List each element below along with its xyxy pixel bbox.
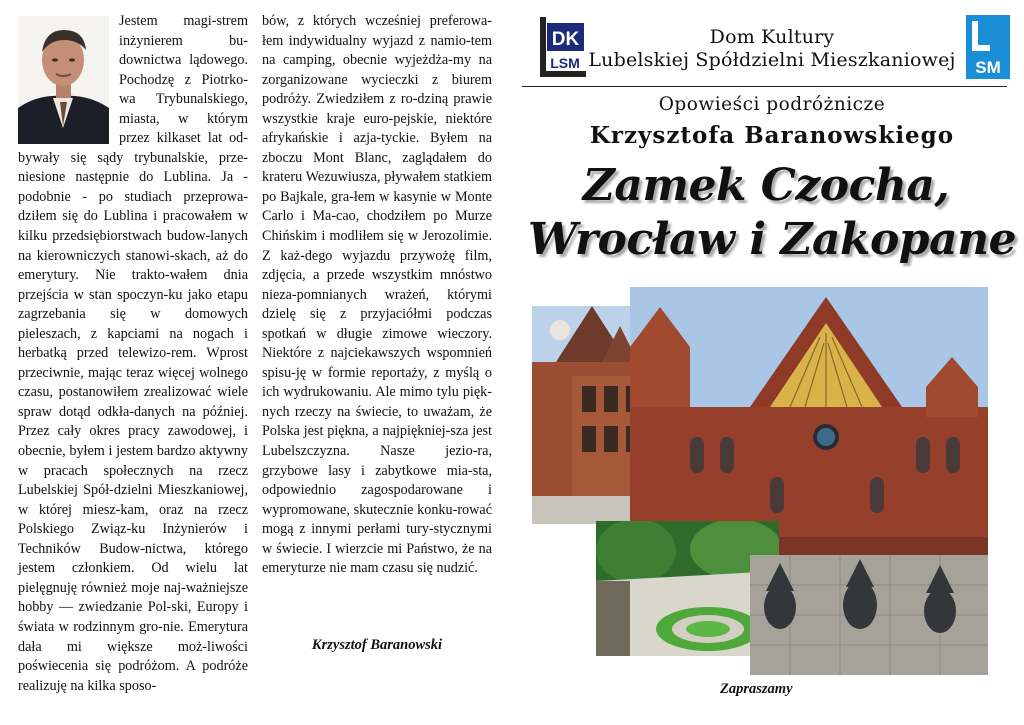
- photo-town-hall-gable: [630, 287, 988, 555]
- author-portrait: [18, 16, 109, 144]
- poster-title-line1: Zamek Czocha,: [582, 160, 950, 211]
- photo-wroclaw-dwarfs: [750, 555, 988, 675]
- lsm-logo: [966, 15, 1010, 79]
- header-divider: [522, 86, 1007, 87]
- poster-author: Krzysztofa Baranowskiego: [589, 122, 955, 149]
- text-column-1: [18, 12, 248, 696]
- organization-name-line2: Lubelskiej Spółdzielni Mieszkaniowej: [588, 49, 956, 71]
- poster-panel: [520, 0, 1024, 725]
- text-column-2: [262, 12, 492, 579]
- dk-lsm-logo: [534, 15, 586, 79]
- invitation-footer: Zapraszamy: [720, 681, 793, 697]
- biography-text-continued: bów, z których wcześniej preferowa-łem indywidualny wyjazd z namio-tem na camping, obecnie wyjeżdża-my na zorganizowane wycieczki z biurem podróży. Zwiedziłem z ro-dziną prawie wszystkie kraje euro-pejskie, niektóre afrykańskie i azja-tyckie. Byłem na zboczu Mont Blanc, zaglądałem do krateru Wezuwiusza, pływałem statkiem po Bajkale, gra-łem w kasynie w Monte Carlo i Ma-cao, chodziłem po Murze Chińskim i modliłem się w Jerozolimie. Z każ-dego wyjazdu przywożę film, zdjęcia, a przede wszystkim mnóstwo nieza-pomnianych wrażeń, którymi dzielę się z przyjaciółmi podczas spotkań w długie zimowe wieczory. Niektóre z najciekawszych wspomnień spisu-ję w formie reportaży, z myślą o ich wydrukowaniu. Ale mimo tylu pięk-nych rzeczy na świecie, to uważam, że Polska jest piękna, a najpiękniej-sza jest Lubelszczyzna. Nasze jezio-ra, grzybowe lasy i zabytkowe mia-sta, odpowiednio zagospodarowane i wypromowane, skutecznie konku-rować mogą z innymi perłami tury-stycznymi w świecie. I wierzcie mi Państwo, że na emeryturze nie mam czasu się nudzić.: [262, 13, 492, 577]
- poster-subtitle: Opowieści podróżnicze: [658, 94, 886, 115]
- logo-lsm-text: LSM: [550, 55, 580, 71]
- logo-sm-text: SM: [975, 58, 1001, 77]
- poster-title-line2: Wrocław i Zakopane: [527, 214, 1017, 265]
- author-signature: Krzysztof Baranowski: [311, 637, 443, 653]
- logo-dk-text: DK: [551, 29, 580, 50]
- organization-name-line1: Dom Kultury: [709, 26, 835, 48]
- biography-text: Jestem magi-strem inżynierem bu-downictwa lądowego. Pochodzę z Piotrko-wa Trybunalskiego, miasta, w którym przez kilkaset lat od-bywały się sądy trybunalskie, prze-niesione następnie do Lublina. Ja - podobnie - po studiach przeprowa-dziłem się do Lublina i pracowałem w kilku przedsiębiorstwach budow-lanych na kierowniczych stanowi-skach, aż do emerytury. Nie trakto-wałem dnia przejścia w stan spoczyn-ku jako etapu zagrzebania się w domowych pieleszach, z kapciami na nogach i herbatką przed telewizo-rem. Wprost przeciwnie, mając teraz więcej wolnego czasu, postanowiłem zrealizować wiele spraw dotąd odkła-danych na później. Przez cały okres pracy zawodowej, i obecnie, byłem i jestem bardzo aktywny w pracach społecznych na rzecz Lubelskiej Spół-dzielni Mieszkaniowej, w której miesz-kam, oraz na rzecz Polskiego Związ-ku Inżynierów i Techników Budow-nictwa, którego jestem członkiem. Od wielu lat pielęgnuję również moje naj-ważniejsze hobby — zwiedzanie Pol-ski, Europy i świata w rodzinnym gro-nie. Emerytura dała mi większe moż-liwości poświecenia się podróżom. A podróże realizuję na kilka sposo-: [18, 13, 248, 694]
